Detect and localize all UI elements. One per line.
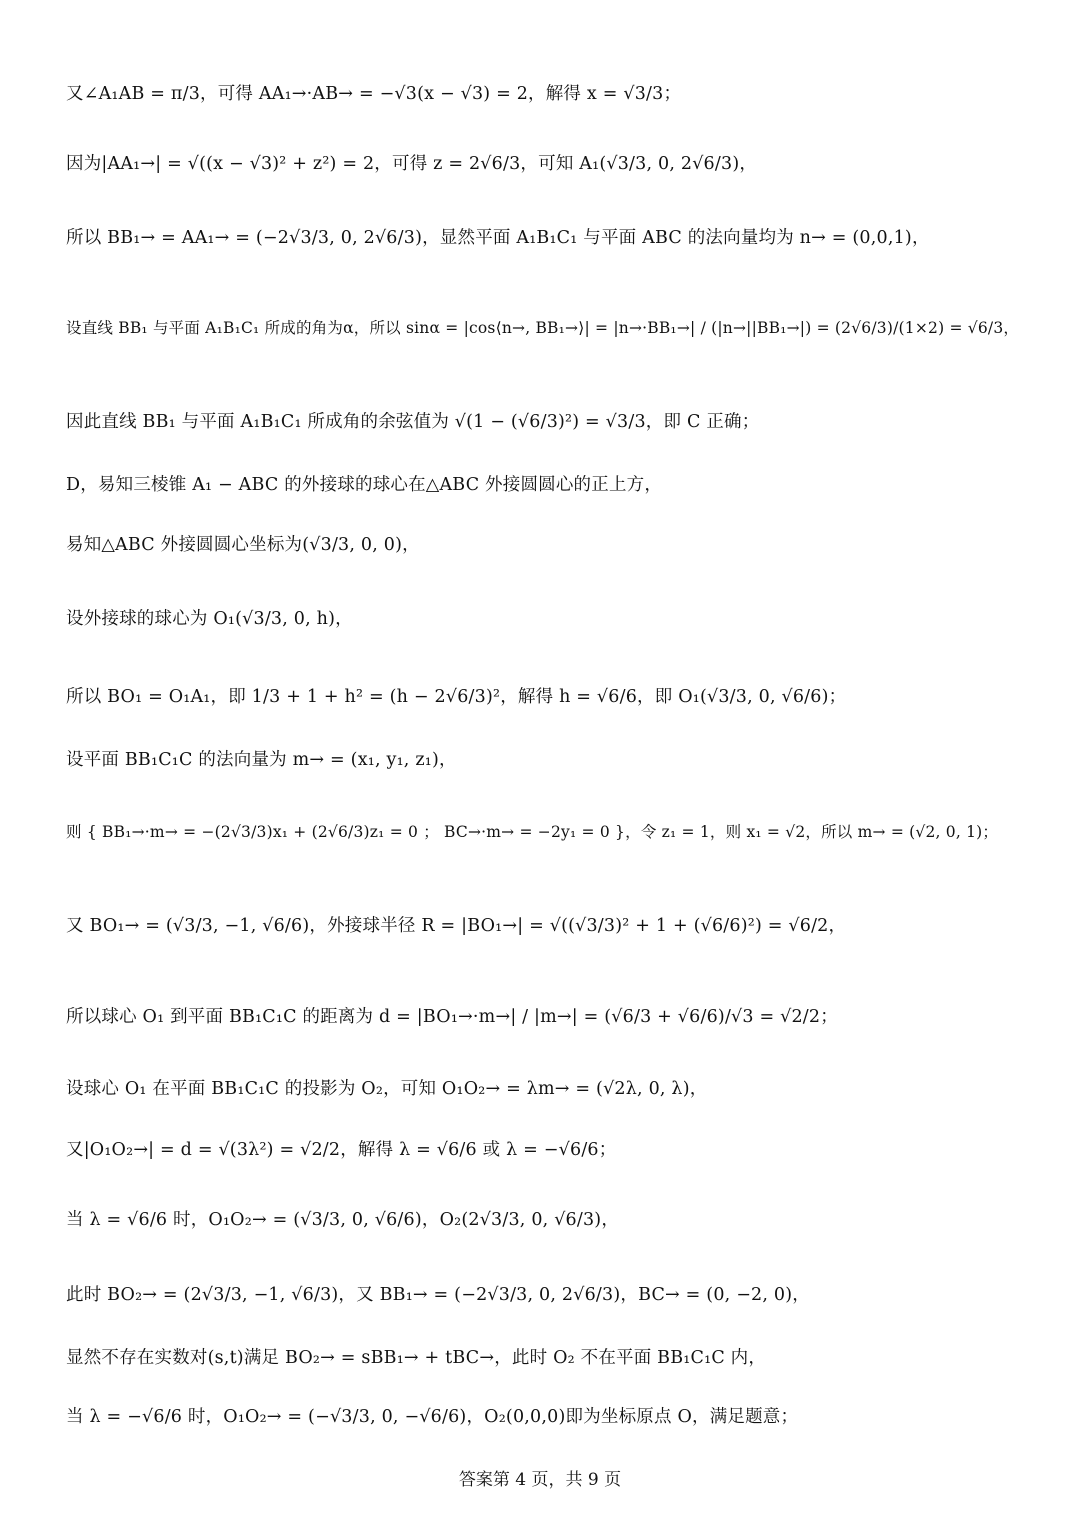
solution-line-18: 显然不存在实数对(s,t)满足 BO₂→ = sBB₁→ + tBC→，此时 O₂ 不在平面 BB₁C₁C 内， — [66, 1348, 767, 1368]
solution-line-11: 则 { BB₁→·m→ = −(2√3/3)x₁ + (2√6/3)z₁ = 0 ； BC→·m→ = −2y₁ = 0 }，令 z₁ = 1，则 x₁ = √2，所以 m→ = (√2, 0, 1)； — [66, 823, 999, 841]
solution-line-9: 所以 BO₁ = O₁A₁，即 1/3 + 1 + h² = (h − 2√6/3)²，解得 h = √6/6，即 O₁(√3/3, 0, √6/6)； — [66, 687, 847, 707]
solution-line-5: 因此直线 BB₁ 与平面 A₁B₁C₁ 所成角的余弦值为 √(1 − (√6/3)²) = √3/3，即 C 正确； — [66, 412, 760, 432]
solution-line-15: 又|O₁O₂→| = d = √(3λ²) = √2/2，解得 λ = √6/6 或 λ = −√6/6； — [66, 1140, 617, 1160]
solution-line-1: 又∠A₁AB = π/3，可得 AA₁→·AB→ = −√3(x − √3) = 2，解得 x = √3/3； — [66, 84, 682, 104]
solution-line-8: 设外接球的球心为 O₁(√3/3, 0, h)， — [66, 609, 353, 629]
solution-line-14: 设球心 O₁ 在平面 BB₁C₁C 的投影为 O₂，可知 O₁O₂→ = λm→ = (√2λ, 0, λ)， — [66, 1079, 708, 1099]
page-footer: 答案第 4 页，共 9 页 — [458, 1470, 622, 1490]
solution-line-13: 所以球心 O₁ 到平面 BB₁C₁C 的距离为 d = |BO₁→·m→| / |m→| = (√6/3 + √6/6)/√3 = √2/2； — [66, 1007, 838, 1027]
solution-line-19: 当 λ = −√6/6 时，O₁O₂→ = (−√3/3, 0, −√6/6)，O₂(0,0,0)即为坐标原点 O，满足题意； — [66, 1407, 799, 1427]
solution-line-3: 所以 BB₁→ = AA₁→ = (−2√3/3, 0, 2√6/3)，显然平面 A₁B₁C₁ 与平面 ABC 的法向量均为 n→ = (0,0,1)， — [66, 228, 930, 248]
solution-line-2: 因为|AA₁→| = √((x − √3)² + z²) = 2，可得 z = 2√6/3，可知 A₁(√3/3, 0, 2√6/3)， — [66, 154, 758, 174]
solution-line-16: 当 λ = √6/6 时，O₁O₂→ = (√3/3, 0, √6/6)，O₂(2√3/3, 0, √6/3)， — [66, 1210, 620, 1230]
solution-line-12: 又 BO₁→ = (√3/3, −1, √6/6)，外接球半径 R = |BO₁→| = √((√3/3)² + 1 + (√6/6)²) = √6/2， — [66, 916, 847, 936]
solution-line-6: D，易知三棱锥 A₁ − ABC 的外接球的球心在△ABC 外接圆圆心的正上方， — [66, 475, 663, 495]
solution-line-17: 此时 BO₂→ = (2√3/3, −1, √6/3)，又 BB₁→ = (−2√3/3, 0, 2√6/3)，BC→ = (0, −2, 0)， — [66, 1285, 810, 1305]
solution-line-4: 设直线 BB₁ 与平面 A₁B₁C₁ 所成的角为α，所以 sinα = |cos⟨n→, BB₁→⟩| = |n→·BB₁→| / (|n→||BB₁→|) = (2√6/3)/(1×2) = √6/3， — [66, 319, 1020, 337]
solution-line-7: 易知△ABC 外接圆圆心坐标为(√3/3, 0, 0)， — [66, 535, 420, 555]
solution-line-10: 设平面 BB₁C₁C 的法向量为 m→ = (x₁, y₁, z₁)， — [66, 750, 457, 770]
